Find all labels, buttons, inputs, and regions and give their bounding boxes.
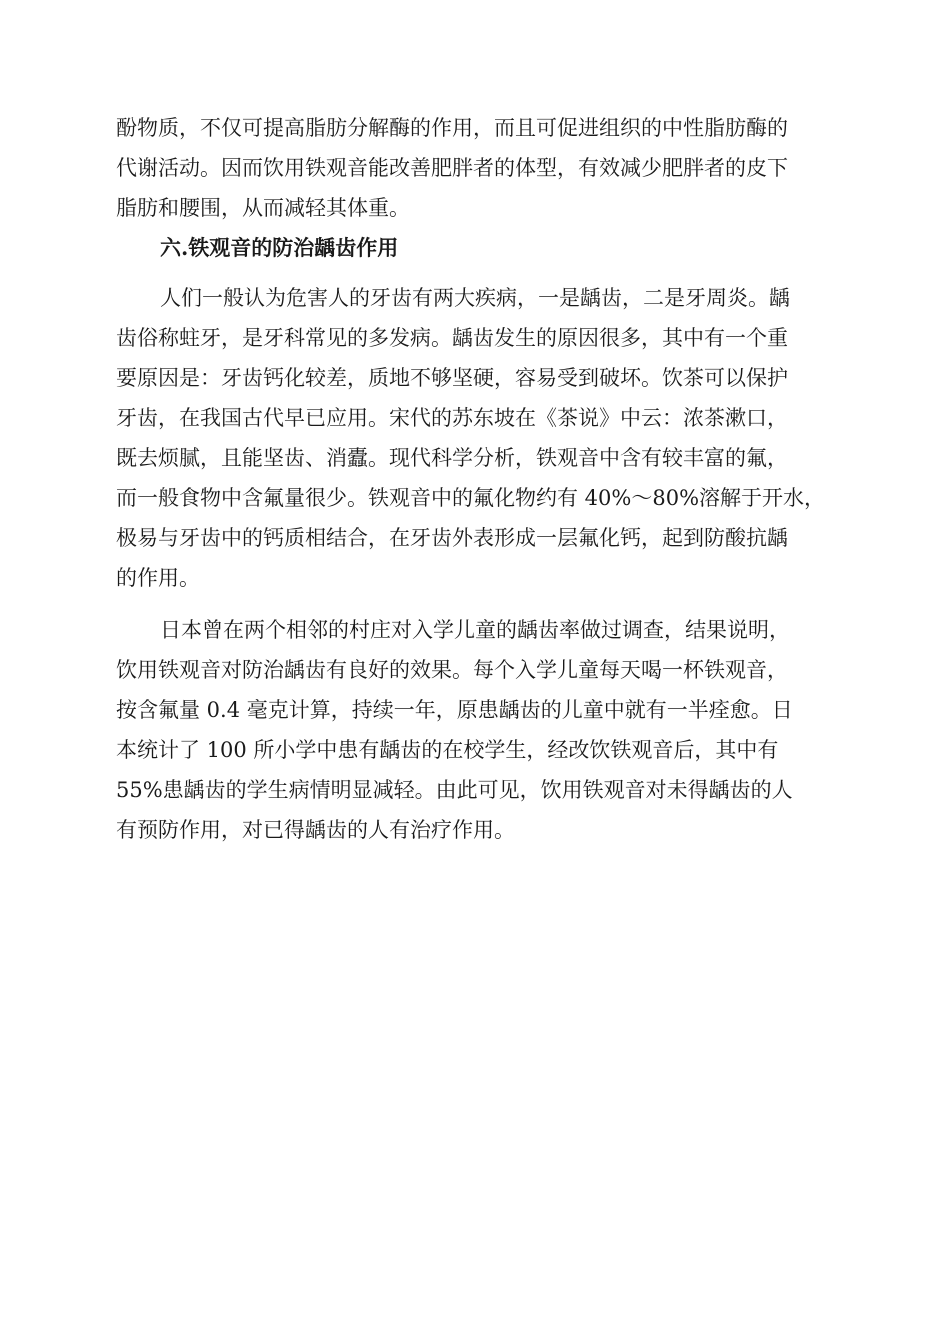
text-line: 代谢活动。因而饮用铁观音能改善肥胖者的体型，有效减少肥胖者的皮下 xyxy=(116,156,788,180)
text-line: 55%患龋齿的学生病情明显减轻。由此可见，饮用铁观音对未得龋齿的人 xyxy=(116,778,793,802)
document-page xyxy=(116,108,832,850)
text-line: 要原因是：牙齿钙化较差，质地不够坚硬，容易受到破坏。饮茶可以保护 xyxy=(116,366,788,390)
text-line: 按含氟量 0.4 毫克计算，持续一年，原患龋齿的儿童中就有一半痊愈。日 xyxy=(116,698,793,722)
text-line: 既去烦腻，且能坚齿、消蠹。现代科学分析，铁观音中含有较丰富的氟， xyxy=(116,446,788,470)
paragraph-japan-survey xyxy=(116,610,832,850)
paragraph-weight-loss-continued xyxy=(116,108,832,228)
text-line: 饮用铁观音对防治龋齿有良好的效果。每个入学儿童每天喝一杯铁观音， xyxy=(116,658,788,682)
text-line: 而一般食物中含氟量很少。铁观音中的氟化物约有 40%～80%溶解于开水， xyxy=(116,486,826,510)
text-line: 脂肪和腰围，从而减轻其体重。 xyxy=(116,196,410,220)
text-line: 有预防作用，对已得龋齿的人有治疗作用。 xyxy=(116,818,515,842)
text-line: 人们一般认为危害人的牙齿有两大疾病，一是龋齿，二是牙周炎。龋 xyxy=(160,286,790,310)
text-line: 极易与牙齿中的钙质相结合，在牙齿外表形成一层氟化钙，起到防酸抗龋 xyxy=(116,526,788,550)
text-line: 酚物质，不仅可提高脂肪分解酶的作用，而且可促进组织的中性脂肪酶的 xyxy=(116,116,788,140)
text-line: 日本曾在两个相邻的村庄对入学儿童的龋齿率做过调查，结果说明， xyxy=(160,618,790,642)
text-line: 的作用。 xyxy=(116,566,200,590)
text-line: 齿俗称蛀牙，是牙科常见的多发病。龋齿发生的原因很多，其中有一个重 xyxy=(116,326,788,350)
paragraph-caries-prevention xyxy=(116,278,832,598)
section-heading: 六.铁观音的防治龋齿作用 xyxy=(160,235,399,260)
text-line: 牙齿，在我国古代早已应用。宋代的苏东坡在《茶说》中云：浓茶漱口， xyxy=(116,406,788,430)
text-line: 本统计了 100 所小学中患有龋齿的在校学生，经改饮铁观音后，其中有 xyxy=(116,738,779,762)
